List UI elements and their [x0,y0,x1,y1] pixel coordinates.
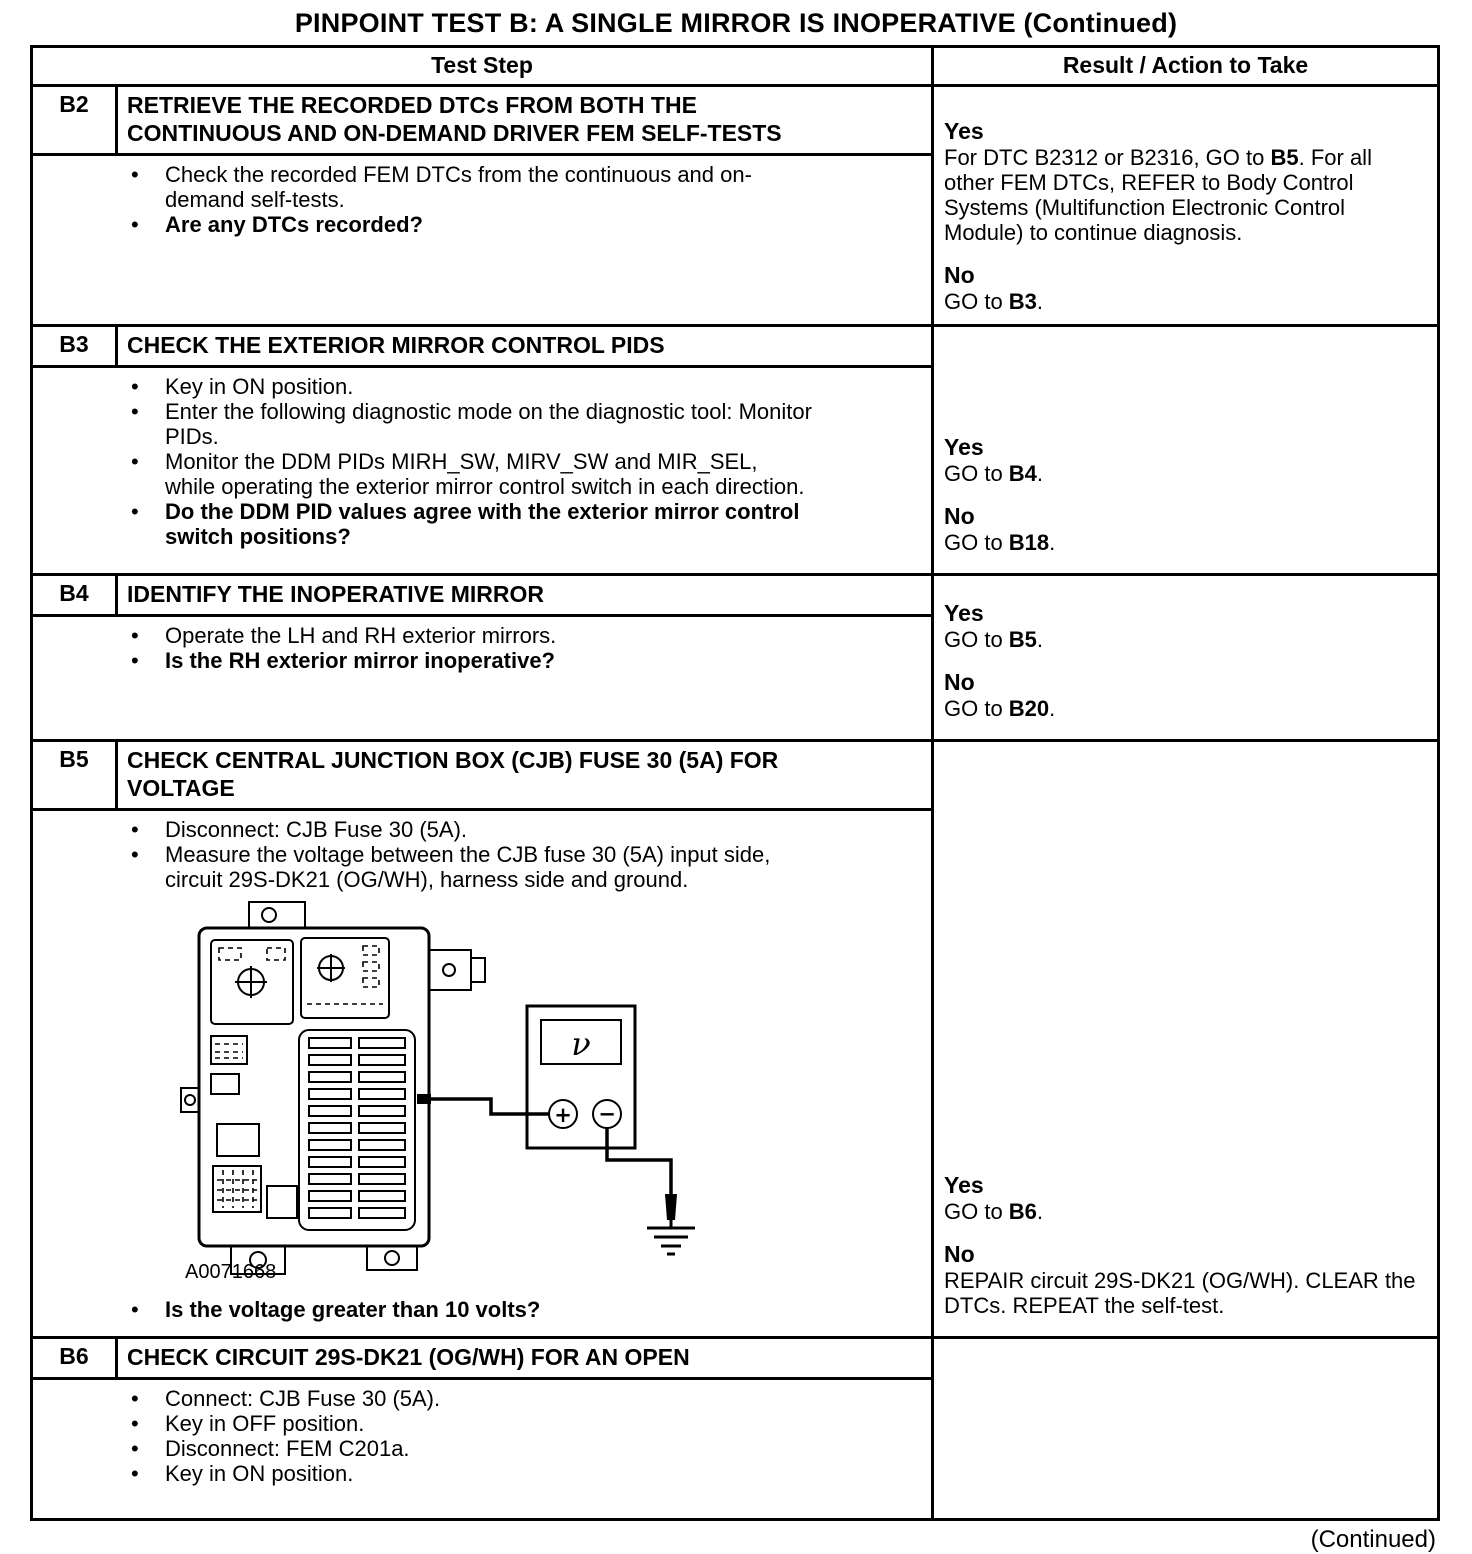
step-row-b3 [33,327,1437,576]
step-result [931,1339,1437,1518]
step-id: B4 [33,576,118,617]
page-title: PINPOINT TEST B: A SINGLE MIRROR IS INOPERATIVE (Continued) [294,8,1178,38]
result-yes-text: GO to B6. [944,1199,1044,1224]
bullet-text: • Check the recorded FEM DTCs from the continuous and on-demand self-tests. [165,162,752,212]
continued-note: (Continued) [1310,1526,1436,1553]
step-title: CHECK CENTRAL JUNCTION BOX (CJB) FUSE 30 (5A) FOR VOLTAGE [118,742,931,811]
bullet-item [131,162,813,212]
result-no-label: No [944,503,975,529]
step-body [33,811,931,1336]
voltmeter-symbol: ν [571,1025,591,1063]
bullet-text: • Is the voltage greater than 10 volts? [165,1297,541,1322]
step-id: B3 [33,327,118,368]
step-body [33,368,931,573]
result-yes-label: Yes [944,1172,984,1198]
table-header-row [33,48,1437,87]
result-yes-text: GO to B4. [944,461,1044,486]
step-body [33,156,931,324]
step-row-b5 [33,742,1437,1339]
step-id: B2 [33,87,118,156]
bullet-item [131,1461,813,1486]
step-row-b6 [33,1339,1437,1518]
bullet-text: • Do the DDM PID values agree with the exterior mirror control switch positions? [165,499,800,549]
step-title: CHECK THE EXTERIOR MIRROR CONTROL PIDS [118,327,931,368]
step-result [931,742,1437,1336]
bullet-text: • Are any DTCs recorded? [165,212,423,237]
bullet-item [131,1411,813,1436]
result-no-text: GO to B3. [944,289,1044,314]
bullet-item [131,212,813,237]
step-row-b2 [33,87,1437,327]
bullet-text: • Key in ON position. [165,374,354,399]
step-title: CHECK CIRCUIT 29S-DK21 (OG/WH) FOR AN OPEN [118,1339,931,1380]
probe-tip-icon [417,1094,431,1104]
result-no-label: No [944,1241,975,1267]
bullet-item [131,817,813,842]
result-no-text: REPAIR circuit 29S-DK21 (OG/WH). CLEAR the DTCs. REPEAT the self-test. [944,1268,1416,1318]
column-header-result: Result / Action to Take [931,48,1437,84]
step-id: B5 [33,742,118,811]
test-leads [417,1094,671,1194]
result-no-text: GO to B18. [944,530,1056,555]
fuse-box [181,902,485,1274]
bullet-text: • Key in OFF position. [165,1411,365,1436]
fuse-box-voltmeter-diagram [171,898,731,1288]
figure-label: A0071668 [185,1261,277,1283]
bullet-item [131,1436,813,1461]
bullet-text: • Is the RH exterior mirror inoperative? [165,648,555,673]
bullet-text: • Disconnect: CJB Fuse 30 (5A). [165,817,468,842]
bullet-item [131,399,813,449]
bullet-item [131,499,813,549]
column-header-test-step: Test Step [431,52,533,78]
svg-text:−: − [598,1102,616,1126]
bullet-text: • Disconnect: FEM C201a. [165,1436,410,1461]
pinpoint-test-table [30,45,1440,1521]
step-title: RETRIEVE THE RECORDED DTCs FROM BOTH THE CONTINUOUS AND ON-DEMAND DRIVER FEM SELF-TESTS [118,87,931,156]
step-body [33,1380,931,1518]
bullet-text: • Key in ON position. [165,1461,354,1486]
step-id: B6 [33,1339,118,1380]
result-yes-text: For DTC B2312 or B2316, GO to B5. For all other FEM DTCs, REFER to Body Control Systems (Multifunction Electronic Control Module) to continue diagnosis. [944,145,1372,245]
step-row-b4 [33,576,1437,742]
result-yes-label: Yes [944,600,984,626]
result-no-label: No [944,669,975,695]
cjb-fuse-voltage-figure [171,898,813,1293]
voltmeter [527,1006,635,1148]
bullet-item [131,449,813,499]
step-result [931,87,1437,324]
bullet-item [131,1386,813,1411]
bullet-item [131,648,813,673]
step-title: IDENTIFY THE INOPERATIVE MIRROR [118,576,931,617]
svg-text:+: + [554,1103,572,1127]
result-no-text: GO to B20. [944,696,1056,721]
ground-symbol-icon [647,1194,695,1254]
step-body [33,617,931,739]
result-yes-label: Yes [944,434,984,460]
bullet-text: • Connect: CJB Fuse 30 (5A). [165,1386,441,1411]
step-result [931,576,1437,739]
bullet-item [131,842,813,892]
result-yes-label: Yes [944,118,984,144]
result-no-label: No [944,262,975,288]
step-result [931,327,1437,573]
bullet-item [131,1297,813,1322]
bullet-item [131,623,813,648]
bullet-text: • Operate the LH and RH exterior mirrors. [165,623,557,648]
result-yes-text: GO to B5. [944,627,1044,652]
bullet-item [131,374,813,399]
bullet-text: • Measure the voltage between the CJB fuse 30 (5A) input side, circuit 29S-DK21 (OG/WH), harness side and ground. [165,842,771,892]
bullet-text: • Monitor the DDM PIDs MIRH_SW, MIRV_SW and MIR_SEL, while operating the exterior mirror control switch in each direction. [165,449,805,499]
bullet-text: • Enter the following diagnostic mode on the diagnostic tool: Monitor PIDs. [165,399,812,449]
